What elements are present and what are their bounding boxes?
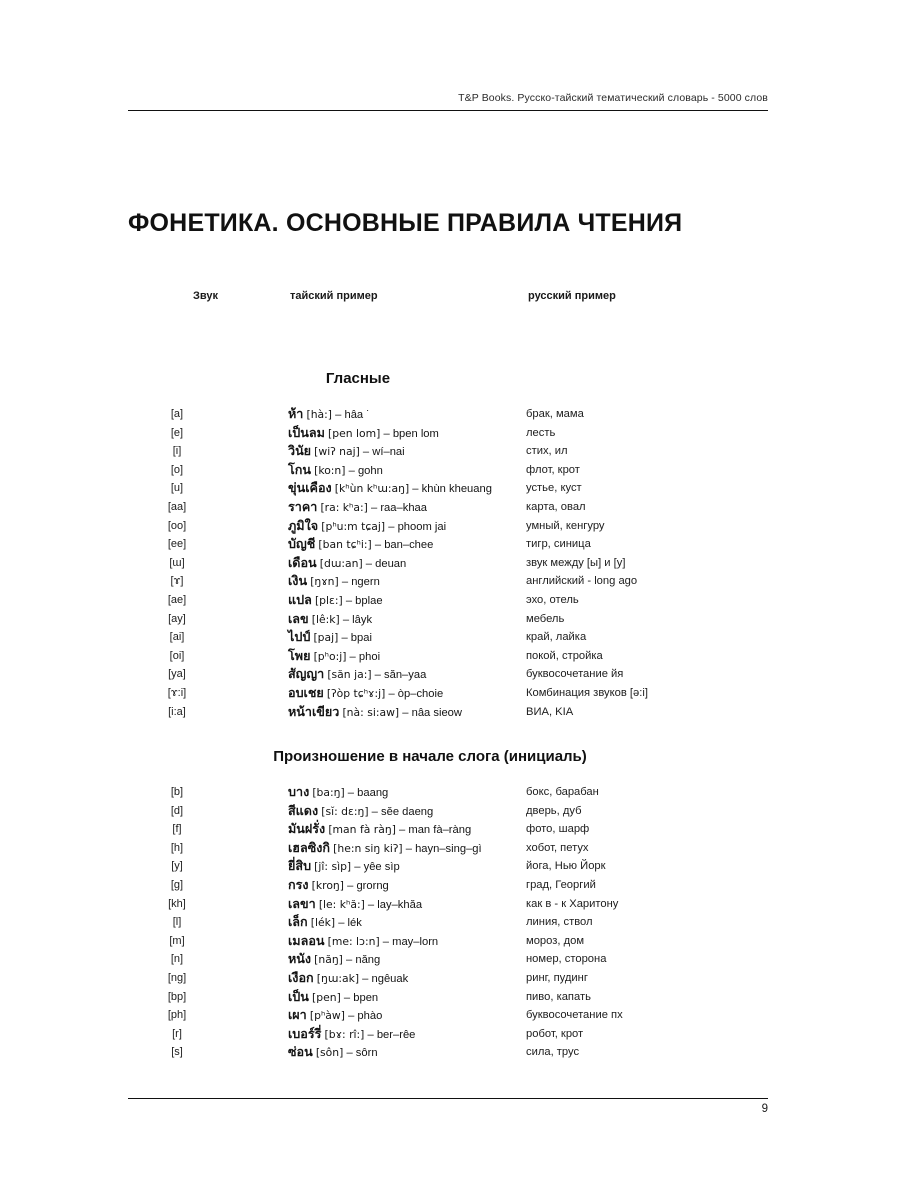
sound-symbol: [ɯ] — [169, 556, 185, 569]
footer-divider — [128, 1098, 768, 1099]
ipa-transcription: [bɤ: rî:] — [324, 1027, 365, 1041]
table-row — [128, 684, 768, 703]
thai-script: เผา — [288, 1007, 307, 1023]
table-row — [128, 647, 768, 666]
thai-example — [288, 572, 380, 592]
thai-example — [288, 1025, 415, 1045]
thai-script: ไปป์ — [288, 629, 311, 645]
ipa-transcription: [nà: si:aw] — [342, 705, 400, 719]
sound-symbol: [a] — [170, 408, 184, 420]
separator-dash: – — [343, 1047, 356, 1060]
separator-dash: – — [345, 464, 358, 477]
separator-dash: – — [362, 557, 376, 570]
romanization: ngern — [351, 576, 380, 589]
sound-symbol: [s] — [171, 1046, 183, 1059]
thai-example — [288, 802, 433, 822]
thai-example — [288, 783, 388, 803]
romanization: òp–choie — [397, 687, 444, 700]
ipa-transcription: [le: kʰă:] — [318, 897, 365, 911]
thai-example — [288, 876, 389, 896]
ipa-transcription: [paj] — [313, 631, 339, 645]
table-row — [128, 610, 768, 629]
sound-symbol: [y] — [171, 860, 183, 873]
table-row — [128, 895, 768, 914]
thai-script: ขุ่นเคือง — [288, 480, 332, 496]
separator-dash: – — [338, 632, 351, 645]
russian-example: как в - к Харитону — [526, 897, 619, 910]
separator-dash: – — [335, 917, 348, 930]
ipa-transcription: [sôn] — [315, 1046, 344, 1060]
thai-example — [288, 479, 492, 499]
thai-example — [288, 424, 439, 444]
sound-symbol: [i:a] — [168, 705, 186, 718]
page-number: 9 — [761, 1103, 768, 1115]
ipa-transcription: [pʰu:m tɕaj] — [321, 519, 386, 533]
separator-dash: – — [339, 613, 353, 626]
russian-example: дверь, дуб — [526, 804, 582, 817]
thai-example — [288, 988, 378, 1008]
romanization: gohn — [357, 464, 383, 477]
romanization: bpai — [350, 632, 372, 645]
thai-example — [288, 498, 427, 518]
romanization: raa–khaa — [380, 501, 427, 514]
thai-script: มันฝรั่ง — [288, 821, 326, 837]
separator-dash: – — [409, 483, 422, 496]
separator-dash: – — [342, 594, 356, 607]
table-row — [128, 498, 768, 517]
ipa-transcription: [pen] — [312, 990, 341, 1004]
thai-script: อบเชย — [288, 684, 324, 700]
table-row — [128, 424, 768, 443]
sound-symbol: [u] — [170, 482, 184, 495]
page-title: ФОНЕТИКА. ОСНОВНЫЕ ПРАВИЛА ЧТЕНИЯ — [128, 208, 683, 237]
ipa-transcription: [plɛ:] — [314, 593, 343, 607]
ipa-transcription: [he:n siŋ kiʔ] — [333, 841, 403, 855]
romanization: bpen lom — [392, 427, 439, 440]
russian-example: карта, овал — [526, 500, 586, 513]
thai-script: สีแดง — [288, 802, 319, 818]
russian-example: английский - long ago — [526, 575, 638, 588]
russian-example: фото, шарф — [526, 823, 590, 836]
ipa-transcription: [hà:] — [306, 408, 333, 421]
separator-dash: – — [344, 787, 358, 799]
sound-symbol: [ph] — [167, 1009, 187, 1022]
thai-example — [288, 405, 370, 425]
table-row — [128, 857, 768, 876]
table-row — [128, 628, 768, 647]
table-row — [128, 1006, 768, 1025]
ipa-transcription: [lê:k] — [311, 612, 340, 626]
russian-example: град, Георгий — [526, 878, 596, 891]
table-row — [128, 913, 768, 932]
separator-dash: – — [385, 520, 398, 533]
thai-example — [288, 628, 372, 648]
separator-dash: – — [395, 824, 409, 837]
separator-dash: – — [371, 669, 384, 682]
thai-script: สัญญา — [288, 666, 325, 682]
romanization: lâyk — [352, 613, 373, 626]
romanization: nâa sieow — [411, 706, 462, 719]
thai-script: โพย — [288, 647, 311, 663]
table-row — [128, 405, 768, 424]
thai-example — [288, 461, 383, 481]
russian-example: мебель — [526, 612, 565, 625]
thai-script: เล็ก — [288, 914, 308, 930]
ipa-transcription: [me: lɔ:n] — [327, 934, 380, 948]
separator-dash: – — [399, 706, 412, 719]
sound-symbol: [m] — [169, 934, 185, 947]
separator-dash: – — [385, 687, 398, 700]
thai-example — [288, 839, 482, 859]
thai-example — [288, 820, 471, 840]
romanization: săn–yaa — [384, 669, 427, 682]
thai-example — [288, 517, 446, 537]
russian-example: буквосочетание пх — [526, 1009, 623, 1022]
separator-dash: – — [342, 954, 356, 967]
russian-example: ринг, пудинг — [526, 971, 588, 984]
ipa-transcription: [sĭ: dɛ:ŋ] — [321, 804, 369, 818]
thai-script: บัญชี — [288, 536, 316, 552]
sound-symbol: [ee] — [167, 538, 187, 551]
romanization: grorng — [356, 879, 389, 892]
table-row — [128, 442, 768, 461]
romanization: sĕe daeng — [381, 805, 434, 818]
russian-example: звук между [ы] и [у] — [526, 556, 626, 569]
russian-example: брак, мама — [526, 408, 584, 420]
table-row — [128, 572, 768, 591]
ipa-transcription: [ba:ŋ] — [312, 786, 345, 799]
russian-example: робот, крот — [526, 1027, 584, 1040]
romanization: năng — [355, 954, 381, 967]
romanization: lék — [347, 917, 362, 930]
separator-dash: – — [367, 501, 381, 514]
thai-example — [288, 969, 408, 989]
table-row — [128, 839, 768, 858]
ipa-transcription: [ra: kʰa:] — [320, 500, 368, 514]
table-row — [128, 591, 768, 610]
russian-example: флот, крот — [526, 463, 580, 476]
thai-script: ยี่สิบ — [288, 858, 312, 874]
column-headers — [128, 290, 768, 306]
table-row — [128, 703, 768, 722]
sound-symbol: [h] — [170, 841, 184, 854]
thai-example — [288, 535, 433, 555]
romanization: phoi — [358, 650, 381, 663]
ipa-transcription: [săn ja:] — [327, 668, 372, 682]
table-row — [128, 988, 768, 1007]
separator-dash: – — [368, 805, 381, 818]
sound-symbol: [n] — [170, 953, 184, 966]
sound-symbol: [oo] — [167, 519, 187, 532]
sound-symbol: [i] — [172, 445, 182, 458]
sound-symbol: [d] — [170, 804, 184, 817]
ipa-transcription: [dɯ:an] — [319, 556, 363, 570]
ipa-transcription: [pen lom] — [328, 426, 381, 440]
thai-example — [288, 665, 426, 685]
sound-symbol: [g] — [170, 878, 184, 891]
sound-symbol: [ɤ] — [170, 575, 184, 588]
russian-example: сила, трус — [526, 1046, 580, 1059]
sound-symbol: [ng] — [167, 971, 187, 984]
russian-example: хобот, петух — [526, 841, 589, 854]
column-header-sound: Звук — [193, 290, 219, 302]
romanization: ngêuak — [371, 972, 409, 985]
thai-example — [288, 647, 380, 667]
russian-example: умный, кенгуру — [526, 519, 605, 532]
thai-example — [288, 857, 400, 877]
section-title-initials: Произношение в начале слога (инициаль) — [273, 748, 587, 765]
table-row — [128, 783, 768, 802]
thai-script: เงือก — [288, 969, 314, 985]
thai-script: เบอร์รี่ — [288, 1025, 322, 1041]
thai-script: เมลอน — [288, 932, 325, 948]
sound-symbol: [bp] — [167, 990, 187, 1003]
thai-script: หน้าเขียว — [288, 703, 340, 719]
ipa-transcription: [kroŋ] — [311, 878, 344, 892]
column-header-thai-example: тайский пример — [290, 290, 378, 302]
separator-dash: – — [379, 935, 393, 948]
table-row — [128, 876, 768, 895]
russian-example: пиво, капать — [526, 990, 591, 1003]
romanization: bplae — [355, 594, 383, 607]
thai-example — [288, 932, 438, 952]
romanization: may–lorn — [392, 935, 439, 948]
russian-example: тигр, синица — [526, 538, 591, 551]
separator-dash: – — [332, 409, 345, 421]
table-row — [128, 461, 768, 480]
thai-example — [288, 1006, 382, 1026]
thai-script: กรง — [288, 876, 309, 892]
sound-symbol: [ai] — [169, 631, 185, 644]
thai-script: เงิน — [288, 573, 308, 589]
section-vowels — [128, 370, 768, 721]
russian-example: эхо, отель — [526, 593, 579, 606]
thai-example — [288, 913, 362, 933]
separator-dash: – — [340, 991, 354, 1004]
romanization: hâa ˙ — [344, 409, 370, 421]
russian-example: номер, сторона — [526, 953, 607, 966]
sound-symbol: [ay] — [168, 612, 186, 625]
thai-script: โกน — [288, 461, 311, 477]
thai-example — [288, 895, 422, 915]
ipa-transcription: [wiʔ naj] — [314, 445, 360, 459]
russian-example: буквосочетание йя — [526, 668, 624, 681]
thai-script: ซ่อน — [288, 1044, 313, 1060]
thai-script: วินัย — [288, 443, 312, 459]
thai-example — [288, 610, 372, 630]
russian-example: мороз, дом — [526, 934, 585, 947]
romanization: phào — [357, 1010, 383, 1023]
thai-script: เป็นลม — [288, 424, 325, 440]
separator-dash: – — [346, 650, 359, 663]
thai-script: เป็น — [288, 988, 309, 1004]
thai-example — [288, 950, 380, 970]
russian-example: ВИА, KIA — [526, 705, 574, 718]
ipa-transcription: [ban tɕʰi:] — [318, 538, 372, 552]
column-header-russian-example: русский пример — [528, 290, 616, 302]
ipa-transcription: [ŋɯ:ak] — [316, 971, 360, 985]
table-row — [128, 932, 768, 951]
sound-symbol: [oi] — [169, 649, 185, 662]
separator-dash: – — [380, 427, 393, 440]
romanization: bpen — [353, 991, 379, 1004]
table-row — [128, 517, 768, 536]
thai-script: ภูมิใจ — [288, 517, 319, 533]
header-divider — [128, 110, 768, 111]
thai-example — [288, 1043, 378, 1063]
russian-example: бокс, барабан — [526, 786, 599, 798]
vowel-rows — [128, 405, 768, 721]
section-title-vowels: Гласные — [325, 370, 391, 387]
sound-symbol: [kh] — [168, 897, 186, 910]
thai-script: หนัง — [288, 951, 312, 967]
separator-dash: – — [402, 842, 416, 855]
sound-symbol: [ya] — [168, 668, 186, 681]
sound-symbol: [o] — [170, 463, 184, 476]
ipa-transcription: [kʰùn kʰɯ:aŋ] — [334, 482, 410, 496]
russian-example: покой, стройка — [526, 649, 603, 662]
russian-example: устье, куст — [526, 482, 582, 495]
thai-script: ห้า — [288, 406, 304, 421]
table-row — [128, 969, 768, 988]
table-row — [128, 820, 768, 839]
ipa-transcription: [năŋ] — [314, 953, 343, 967]
separator-dash: – — [343, 879, 357, 892]
romanization: sôrn — [355, 1047, 378, 1060]
sound-symbol: [b] — [170, 786, 184, 798]
sound-symbol: [f] — [172, 823, 182, 836]
table-row — [128, 1025, 768, 1044]
ipa-transcription: [pʰo:j] — [313, 649, 347, 663]
thai-script: เลขา — [288, 895, 316, 911]
romanization: baang — [357, 787, 389, 799]
separator-dash: – — [364, 1028, 377, 1041]
ipa-transcription: [man fà ràŋ] — [328, 823, 396, 837]
separator-dash: – — [359, 972, 372, 985]
ipa-transcription: [ko:n] — [314, 463, 346, 477]
table-row — [128, 950, 768, 969]
ipa-transcription: [pʰàw] — [309, 1009, 345, 1023]
sound-symbol: [r] — [172, 1027, 182, 1040]
ipa-transcription: [lék] — [310, 916, 336, 930]
russian-example: стих, ил — [526, 445, 568, 458]
romanization: deuan — [375, 557, 407, 570]
separator-dash: – — [371, 539, 385, 552]
romanization: lay–khăa — [377, 898, 423, 911]
table-row — [128, 665, 768, 684]
sound-symbol: [l] — [172, 916, 182, 929]
table-row — [128, 802, 768, 821]
thai-script: บาง — [288, 784, 310, 799]
thai-script: เลข — [288, 610, 309, 626]
romanization: phoom jai — [397, 520, 447, 533]
sound-symbol: [ɤ:i] — [167, 686, 187, 699]
romanization: ber–rêe — [376, 1028, 416, 1041]
thai-example — [288, 684, 443, 704]
sound-symbol: [aa] — [167, 500, 187, 513]
russian-example: Комбинация звуков [ə:i] — [526, 686, 648, 699]
romanization: ban–chee — [384, 539, 434, 552]
romanization: yêe sìp — [363, 861, 400, 874]
thai-example — [288, 591, 383, 611]
thai-example — [288, 703, 462, 723]
table-row — [128, 535, 768, 554]
separator-dash: – — [359, 446, 373, 459]
romanization: khùn kheuang — [421, 483, 492, 496]
running-head: T&P Books. Русско-тайский тематический словарь - 5000 слов — [458, 92, 768, 104]
ipa-transcription: [ʔòp tɕʰɤ:j] — [326, 686, 386, 700]
sound-symbol: [e] — [170, 426, 184, 439]
thai-example — [288, 442, 405, 462]
thai-script: เฮลซิงกิ — [288, 839, 331, 855]
russian-example: линия, ствол — [526, 916, 593, 929]
ipa-transcription: [jî: sìp] — [314, 860, 352, 874]
romanization: hayn–sing–gì — [415, 842, 482, 855]
table-row — [128, 554, 768, 573]
romanization: wí–nai — [372, 446, 405, 459]
sound-symbol: [ae] — [167, 593, 187, 606]
romanization: man fà–ràng — [408, 824, 472, 837]
thai-script: ราคา — [288, 498, 318, 514]
initial-rows — [128, 783, 768, 1062]
thai-script: เดือน — [288, 554, 317, 570]
section-initials — [128, 748, 768, 1062]
russian-example: йога, Нью Йорк — [526, 860, 606, 873]
separator-dash: – — [338, 576, 352, 589]
russian-example: край, лайка — [526, 631, 587, 644]
table-row — [128, 1043, 768, 1062]
separator-dash: – — [344, 1010, 358, 1023]
table-row — [128, 479, 768, 498]
thai-example — [288, 554, 406, 574]
ipa-transcription: [ŋɤn] — [310, 575, 339, 589]
separator-dash: – — [364, 898, 378, 911]
separator-dash: – — [351, 861, 364, 874]
thai-script: แปล — [288, 591, 312, 607]
russian-example: лесть — [526, 426, 556, 439]
